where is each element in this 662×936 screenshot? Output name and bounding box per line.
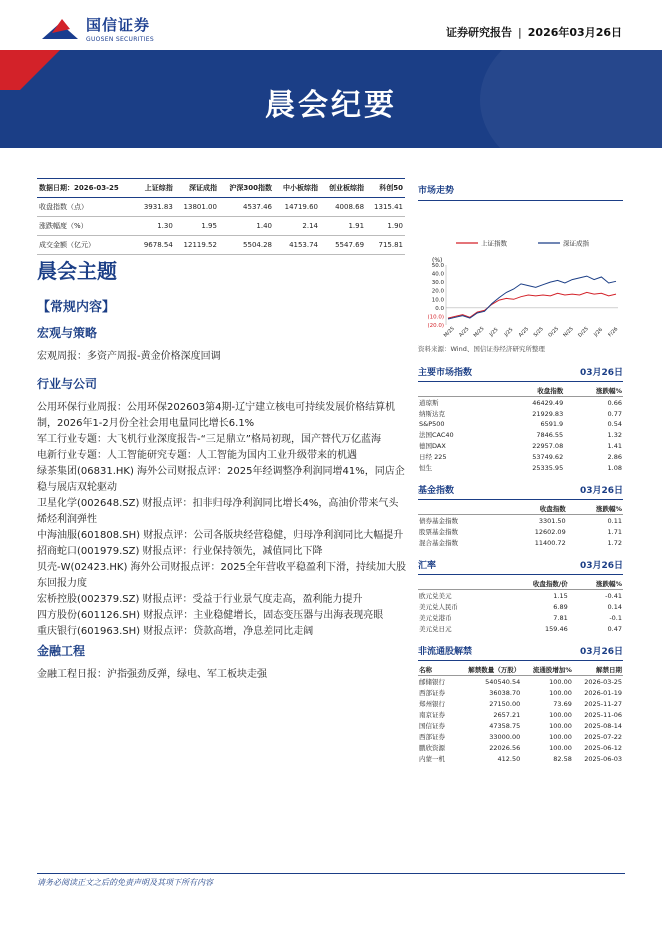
industry-item[interactable]: 重庆银行(601963.SH) 财报点评：贷款高增，净息差同比走阔 bbox=[37, 626, 314, 637]
unlock-cell: 2025-08-14 bbox=[584, 721, 622, 730]
x-tick-label: J/25 bbox=[488, 326, 500, 338]
fx-cell: 美元兑日元 bbox=[419, 625, 452, 633]
logo-mark-icon bbox=[40, 15, 80, 43]
report-type: 证券研究报告 bbox=[446, 26, 513, 39]
fx-header-row bbox=[418, 577, 623, 590]
industry-list bbox=[37, 400, 407, 640]
index-table-header-cell: 创业板综指 bbox=[320, 179, 366, 198]
index-table-cell: 5547.69 bbox=[320, 236, 366, 255]
unlock-cell: 100.00 bbox=[549, 677, 572, 686]
major_indices-cell: 1.08 bbox=[607, 463, 622, 472]
unlock-date: 03月26日 bbox=[579, 647, 623, 657]
index-table-row bbox=[37, 198, 405, 217]
fx-cell: 1.15 bbox=[553, 591, 568, 600]
unlock-table bbox=[418, 663, 623, 764]
major_indices-row bbox=[418, 440, 623, 451]
major_indices-header-row bbox=[418, 384, 623, 397]
fund-indices-bar bbox=[418, 483, 623, 500]
index-table-cell: 1.40 bbox=[219, 217, 274, 236]
fx-header-cell: 涨跌幅% bbox=[569, 577, 623, 590]
fund-indices-title: 基金指数 bbox=[418, 486, 455, 496]
unlock-row bbox=[418, 709, 623, 720]
fund_indices-cell: 1.72 bbox=[607, 538, 622, 547]
major_indices-row bbox=[418, 397, 623, 409]
major_indices-cell: 法国CAC40 bbox=[419, 431, 454, 439]
main-content bbox=[37, 255, 407, 683]
x-tick-label: A/25 bbox=[458, 326, 471, 339]
unlock-cell: 2025-06-03 bbox=[584, 754, 622, 763]
major_indices-cell: S&P500 bbox=[419, 420, 445, 428]
index-table-cell: 1.95 bbox=[175, 217, 219, 236]
series-line-1 bbox=[448, 276, 616, 319]
fund_indices-cell: 1.71 bbox=[607, 527, 622, 536]
major_indices-cell: 2.86 bbox=[607, 452, 622, 461]
quant-item[interactable]: 金融工程日报：沪指强劲反弹，绿电、军工板块走强 bbox=[37, 669, 267, 680]
unlock-row bbox=[418, 720, 623, 731]
fx-cell: 欧元兑美元 bbox=[419, 592, 452, 600]
major_indices-header-cell: 收盘指数 bbox=[495, 384, 564, 397]
unlock-cell: 412.50 bbox=[497, 754, 521, 763]
x-tick-label: O/25 bbox=[547, 325, 561, 339]
fund_indices-cell: 3301.50 bbox=[538, 516, 566, 525]
fund_indices-cell: 混合基金指数 bbox=[419, 539, 458, 547]
unlock-header-cell: 解禁日期 bbox=[573, 663, 623, 676]
guosen-logo bbox=[40, 14, 154, 43]
fx-cell: -0.41 bbox=[605, 591, 622, 600]
y-tick-label: 20.0 bbox=[431, 288, 444, 295]
macro-item[interactable]: 宏观周报：多资产周报-黄金价格深度回调 bbox=[37, 351, 221, 362]
fund_indices-header-cell: 涨跌幅% bbox=[567, 502, 623, 515]
industry-item[interactable]: 贝壳-W(02423.HK) 海外公司财报点评：2025全年营收平稳盈利下滑，持续加大股东回报力度 bbox=[37, 562, 406, 589]
logo-name-en: GUOSEN SECURITIES bbox=[86, 36, 155, 43]
unlock-cell: 100.00 bbox=[549, 732, 572, 741]
major_indices-cell: 日经 225 bbox=[419, 453, 447, 461]
fx-cell: 6.89 bbox=[553, 602, 568, 611]
major_indices-cell: 53749.62 bbox=[532, 452, 564, 461]
index-table-cell: 4537.46 bbox=[219, 198, 274, 217]
unlock-cell: 内蒙一机 bbox=[419, 755, 445, 763]
unlock-cell: 国信证券 bbox=[419, 722, 445, 730]
fund_indices-header-cell bbox=[418, 502, 500, 515]
index-table-header-cell: 科创50 bbox=[366, 179, 405, 198]
index-table-cell: 13801.00 bbox=[175, 198, 219, 217]
unlock-cell: 2025-11-27 bbox=[584, 699, 622, 708]
unlock-cell: 2026-03-25 bbox=[584, 677, 622, 686]
y-tick-label: 50.0 bbox=[431, 263, 444, 269]
fx-cell: 美元兑港币 bbox=[419, 614, 452, 622]
unlock-cell: 郑州银行 bbox=[419, 700, 445, 708]
major-indices-date: 03月26日 bbox=[579, 368, 623, 378]
fund_indices-header-cell: 收盘指数 bbox=[500, 502, 566, 515]
unlock-cell: 2657.21 bbox=[493, 710, 521, 719]
unlock-cell: 鹏欣资源 bbox=[419, 744, 445, 752]
industry-item[interactable]: 绿茶集团(06831.HK) 海外公司财报点评：2025年经调整净利润同增41%，同店企稳与展店双轮驱动 bbox=[37, 466, 405, 493]
major_indices-cell: 0.77 bbox=[607, 409, 622, 418]
industry-item[interactable]: 电新行业专题：人工智能研究专题：人工智能为国内工业升级带来的机遇 bbox=[37, 450, 357, 461]
industry-item[interactable]: 中海油服(601808.SH) 财报点评：公司各版块经营稳健，归母净利润同比大幅提升 bbox=[37, 530, 404, 541]
fx-header-cell: 收盘指数/价 bbox=[497, 577, 568, 590]
unlock-cell: 邮储银行 bbox=[419, 678, 445, 686]
major_indices-cell: 21929.83 bbox=[532, 409, 564, 418]
major_indices-cell: 恒生 bbox=[419, 464, 432, 472]
footer-disclaimer: 请务必阅读正文之后的免责声明及其项下所有内容 bbox=[37, 878, 213, 887]
banner-title: 晨会纪要 bbox=[265, 88, 397, 123]
fund_indices-cell: 12602.09 bbox=[534, 527, 566, 536]
unlock-row bbox=[418, 742, 623, 753]
major_indices-row bbox=[418, 462, 623, 473]
index-table-cell: 1.91 bbox=[320, 217, 366, 236]
page-header bbox=[0, 0, 662, 50]
subsection-macro: 宏观与策略 bbox=[37, 326, 98, 340]
unlock-cell: 西部证券 bbox=[419, 733, 445, 741]
sidebar bbox=[418, 178, 623, 764]
index-table-header-cell: 中小板综指 bbox=[274, 179, 320, 198]
index-table-cell: 成交金额（亿元） bbox=[37, 236, 136, 255]
index-table-cell: 4008.68 bbox=[320, 198, 366, 217]
fx-header-cell bbox=[418, 577, 497, 590]
unlock-cell: 西部证券 bbox=[419, 689, 445, 697]
market-trend-title: 市场走势 bbox=[418, 186, 455, 196]
report-date: 2026年03月26日 bbox=[527, 26, 622, 39]
y-tick-label: (10.0) bbox=[427, 314, 444, 321]
fx-bar bbox=[418, 558, 623, 575]
major_indices-row bbox=[418, 429, 623, 440]
industry-item[interactable]: 四方股份(601126.SH) 财报点评：主业稳健增长，固态变压器与出海表现亮眼 bbox=[37, 610, 384, 621]
unlock-cell: 100.00 bbox=[549, 688, 572, 697]
index-table-header bbox=[37, 179, 405, 198]
subsection-industry: 行业与公司 bbox=[37, 377, 98, 391]
unlock-cell: 47358.75 bbox=[489, 721, 521, 730]
title-banner bbox=[0, 50, 662, 148]
x-tick-label: M/25 bbox=[472, 325, 486, 339]
major_indices-row bbox=[418, 408, 623, 419]
unlock-cell: 2025-06-12 bbox=[584, 743, 622, 752]
unlock-row bbox=[418, 698, 623, 709]
fund_indices-cell: 0.11 bbox=[607, 516, 622, 525]
fund_indices-cell: 股票基金指数 bbox=[419, 528, 458, 536]
y-tick-label: 0.0 bbox=[435, 305, 444, 312]
index-table-cell: 9678.54 bbox=[136, 236, 175, 255]
x-tick-label: M/25 bbox=[442, 325, 456, 339]
logo-name-cn: 国信证券 bbox=[86, 16, 151, 34]
fx-cell: 7.81 bbox=[553, 613, 568, 622]
major_indices-cell: 1.41 bbox=[607, 441, 622, 450]
unlock-cell: 27150.00 bbox=[489, 699, 521, 708]
unlock-cell: 33000.00 bbox=[489, 732, 521, 741]
major_indices-cell: 46429.49 bbox=[532, 398, 564, 407]
fund_indices-row bbox=[418, 526, 623, 537]
major_indices-cell: 纳斯达克 bbox=[419, 410, 445, 418]
unlock-cell: 2025-07-22 bbox=[584, 732, 622, 741]
report-meta bbox=[446, 24, 622, 40]
unlock-cell: 2025-11-06 bbox=[584, 710, 622, 719]
fx-title: 汇率 bbox=[418, 561, 437, 571]
unlock-title: 非流通股解禁 bbox=[418, 647, 473, 657]
fx-date: 03月26日 bbox=[579, 561, 623, 571]
major_indices-cell: 22957.08 bbox=[532, 441, 564, 450]
unlock-bar bbox=[418, 644, 623, 661]
y-tick-label: 30.0 bbox=[431, 280, 444, 287]
index-table-cell: 收盘指数（点） bbox=[37, 198, 136, 217]
index-table-cell: 715.81 bbox=[366, 236, 405, 255]
index-table-cell: 1.90 bbox=[366, 217, 405, 236]
header-separator: | bbox=[518, 26, 522, 39]
x-tick-label: A/25 bbox=[517, 326, 531, 339]
major-indices-table bbox=[418, 384, 623, 473]
fx-cell: 159.46 bbox=[544, 624, 568, 633]
major_indices-cell: 道琼斯 bbox=[419, 399, 439, 407]
index-table-cell: 3931.83 bbox=[136, 198, 175, 217]
industry-item[interactable]: 招商蛇口(001979.SZ) 财报点评：行业保持领先，减值同比下降 bbox=[37, 546, 323, 557]
index-table-cell: 4153.74 bbox=[274, 236, 320, 255]
legend-label: 上证指数 bbox=[481, 239, 507, 248]
major_indices-cell: 0.66 bbox=[607, 398, 622, 407]
index-table-header-cell: 深证成指 bbox=[175, 179, 219, 198]
major_indices-cell: 1.32 bbox=[607, 430, 622, 439]
unlock-header-row bbox=[418, 663, 623, 676]
unlock-cell: 100.00 bbox=[549, 721, 572, 730]
unlock-cell: 南京证券 bbox=[419, 711, 445, 719]
y-axis-label: (%) bbox=[432, 257, 443, 264]
index-table-cell: 12119.52 bbox=[175, 236, 219, 255]
market-trend-chart bbox=[418, 205, 623, 340]
fx-cell: 0.47 bbox=[607, 624, 622, 633]
industry-item[interactable]: 军工行业专题：大飞机行业深度报告-“三足鼎立”格局初现，国产替代万亿蓝海 bbox=[37, 434, 381, 445]
subsection-quant: 金融工程 bbox=[37, 644, 86, 658]
index-table-cell: 1315.41 bbox=[366, 198, 405, 217]
major-indices-title: 主要市场指数 bbox=[418, 368, 473, 378]
fund_indices-row bbox=[418, 515, 623, 527]
fx-cell: -0.1 bbox=[609, 613, 622, 622]
unlock-cell: 22026.56 bbox=[489, 743, 521, 752]
major_indices-cell: 6591.9 bbox=[540, 420, 564, 428]
major_indices-cell: 25335.95 bbox=[532, 463, 564, 472]
section-title-morning-topics: 晨会主题 bbox=[37, 259, 117, 283]
major_indices-header-cell bbox=[418, 384, 495, 397]
unlock-row bbox=[418, 753, 623, 764]
major_indices-row bbox=[418, 419, 623, 429]
chart-source: 资料来源：Wind、国信证券经济研究所整理 bbox=[418, 345, 545, 353]
unlock-cell: 100.00 bbox=[549, 710, 572, 719]
legend-label: 深证成指 bbox=[563, 239, 589, 248]
x-tick-label: F/26 bbox=[607, 326, 620, 339]
index-table-row bbox=[37, 217, 405, 236]
fx-row bbox=[418, 601, 623, 612]
index-table-header-cell: 沪深300指数 bbox=[219, 179, 274, 198]
unlock-cell: 73.69 bbox=[553, 699, 572, 708]
index-table-header-cell: 上证综指 bbox=[136, 179, 175, 198]
fund-indices-date: 03月26日 bbox=[579, 486, 623, 496]
unlock-row bbox=[418, 731, 623, 742]
index-summary-table bbox=[37, 178, 405, 255]
unlock-cell: 540540.54 bbox=[485, 677, 521, 686]
fund_indices-cell: 债券基金指数 bbox=[419, 517, 458, 525]
y-tick-label: (20.0) bbox=[427, 323, 444, 329]
fx-row bbox=[418, 590, 623, 602]
unlock-header-cell: 流通股增加% bbox=[521, 663, 573, 676]
index-table-cell: 涨跌幅度（%） bbox=[37, 217, 136, 236]
y-tick-label: 10.0 bbox=[431, 297, 444, 304]
y-tick-label: 40.0 bbox=[431, 271, 444, 278]
unlock-row bbox=[418, 676, 623, 688]
index-table-cell: 2.14 bbox=[274, 217, 320, 236]
x-tick-label: S/25 bbox=[532, 326, 545, 339]
fund_indices-cell: 11400.72 bbox=[534, 538, 566, 547]
unlock-row bbox=[418, 687, 623, 698]
section-regular-content: 【常规内容】 bbox=[37, 300, 116, 315]
index-table-cell: 14719.60 bbox=[274, 198, 320, 217]
major_indices-cell: 德国DAX bbox=[419, 442, 446, 450]
fund-indices-table bbox=[418, 502, 623, 548]
fund_indices-header-row bbox=[418, 502, 623, 515]
industry-item[interactable]: 公用环保行业周报：公用环保202603第4期-辽宁建立核电可持续发展价格结算机制，2026年1-2月份全社会用电量同比增长6.1% bbox=[37, 402, 396, 429]
industry-item[interactable]: 卫星化学(002648.SZ) 财报点评：扣非归母净利润同比增长4%，高油价带来气头烯烃利润弹性 bbox=[37, 498, 399, 525]
unlock-cell: 100.00 bbox=[549, 743, 572, 752]
x-tick-label: J/26 bbox=[592, 326, 604, 338]
unlock-cell: 82.58 bbox=[553, 754, 572, 763]
index-table-cell: 1.30 bbox=[136, 217, 175, 236]
fx-row bbox=[418, 623, 623, 634]
fund_indices-row bbox=[418, 537, 623, 548]
fx-cell: 美元兑人民币 bbox=[419, 603, 458, 611]
major_indices-row bbox=[418, 451, 623, 462]
index-table-row bbox=[37, 236, 405, 255]
major_indices-cell: 7846.55 bbox=[536, 430, 564, 439]
major-indices-bar bbox=[418, 365, 623, 382]
series-line-0 bbox=[448, 292, 616, 318]
fx-row bbox=[418, 612, 623, 623]
x-tick-label: D/25 bbox=[577, 325, 590, 339]
unlock-cell: 36038.70 bbox=[489, 688, 521, 697]
unlock-header-cell: 名称 bbox=[418, 663, 453, 676]
industry-item[interactable]: 宏桥控股(002379.SZ) 财报点评：受益于行业景气度走高，盈利能力提升 bbox=[37, 594, 363, 605]
unlock-cell: 2026-01-19 bbox=[584, 688, 622, 697]
unlock-header-cell: 解禁数量（万股） bbox=[453, 663, 521, 676]
fx-cell: 0.14 bbox=[607, 602, 622, 611]
fx-table bbox=[418, 577, 623, 634]
x-tick-label: N/25 bbox=[562, 326, 575, 339]
index-table-cell: 5504.28 bbox=[219, 236, 274, 255]
index-table-header-cell: 数据日期：2026-03-25 bbox=[37, 179, 136, 198]
major_indices-header-cell: 涨跌幅% bbox=[564, 384, 623, 397]
x-tick-label: J/25 bbox=[503, 326, 515, 338]
footer-divider bbox=[37, 873, 625, 874]
major_indices-cell: 0.54 bbox=[607, 420, 622, 428]
market-trend-svg bbox=[418, 205, 623, 340]
